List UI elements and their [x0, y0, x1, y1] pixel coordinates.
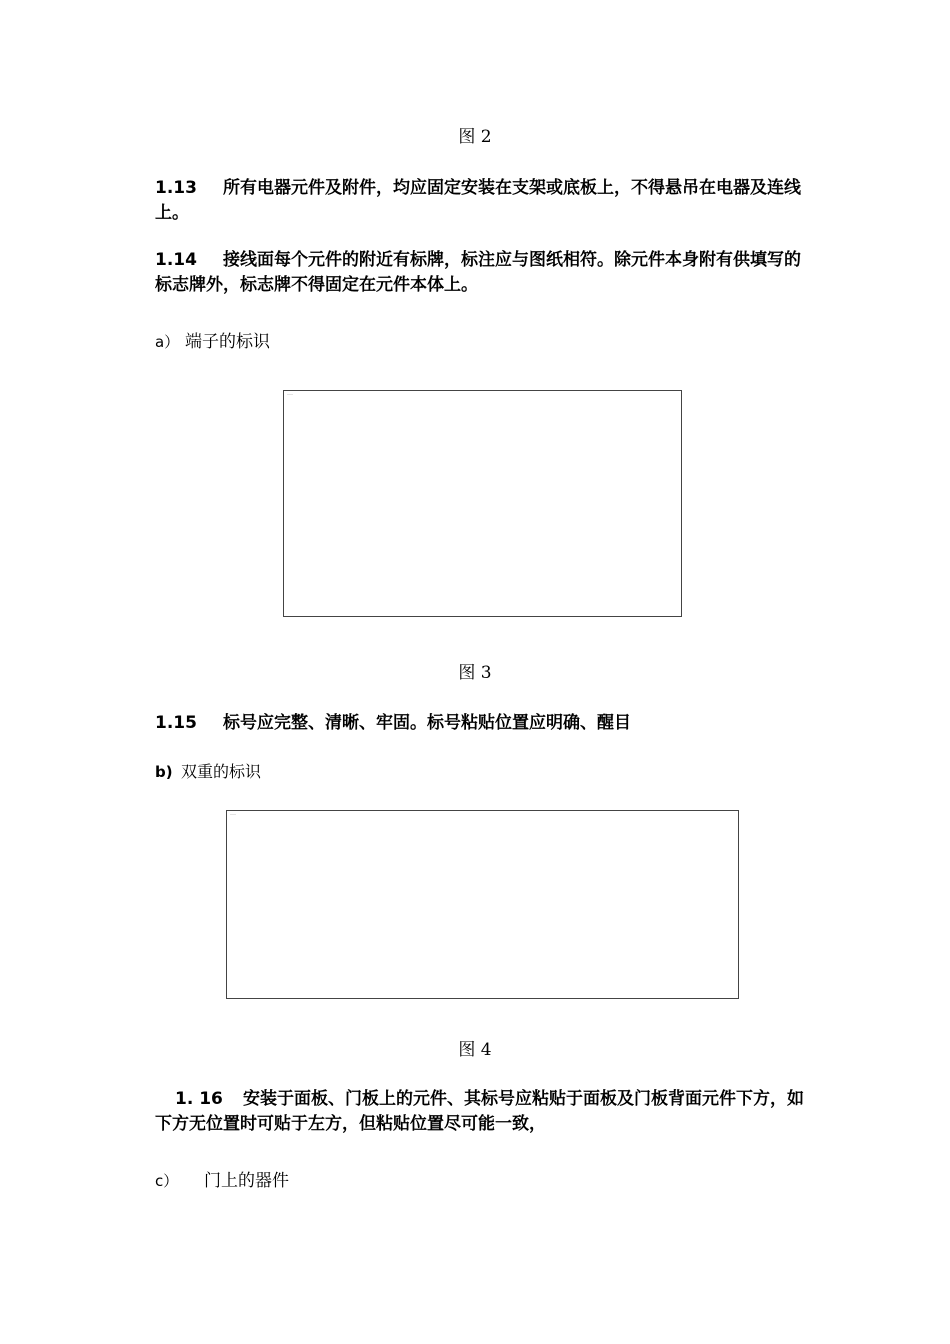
clause-1-13	[155, 176, 805, 226]
subsection-b	[155, 759, 261, 782]
clause-number: 1. 16	[175, 1089, 223, 1109]
figure-caption-3: 图 3	[458, 663, 492, 683]
clause-text: 标号应完整、清晰、牢固。标号粘贴位置应明确、醒目	[223, 713, 631, 733]
figure-caption-4: 图 4	[458, 1040, 492, 1060]
frame-header-text: ……	[287, 392, 293, 396]
clause-text: 接线面每个元件的附近有标牌，标注应与图纸相符。除元件本身附有供填写的标志牌外，标志牌不得固定在元件本体上。	[155, 250, 801, 295]
figure-4-frame	[226, 810, 739, 999]
clause-number: 1.14	[155, 250, 197, 270]
subsection-label: a）	[155, 333, 180, 351]
subsection-text: 双重的标识	[181, 762, 262, 781]
clause-1-14	[155, 248, 805, 298]
subsection-c	[155, 1166, 289, 1191]
subsection-label: c）	[155, 1172, 179, 1190]
subsection-text: 门上的器件	[204, 1171, 289, 1191]
subsection-label: b)	[155, 763, 173, 781]
clause-text: 所有电器元件及附件，均应固定安装在支架或底板上，不得悬吊在电器及连线上。	[155, 178, 801, 223]
subsection-a	[155, 327, 270, 352]
clause-1-16	[155, 1087, 805, 1137]
frame-header-text: ……	[230, 812, 236, 816]
figure-caption-2: 图 2	[458, 127, 492, 147]
clause-number: 1.13	[155, 178, 197, 198]
subsection-text: 端子的标识	[185, 332, 270, 352]
figure-3-frame	[283, 390, 682, 617]
clause-text: 安装于面板、门板上的元件、其标号应粘贴于面板及门板背面元件下方，如下方无位置时可贴于左方，但粘贴位置尽可能一致，	[155, 1089, 804, 1134]
clause-number: 1.15	[155, 713, 197, 733]
clause-1-15	[155, 711, 805, 736]
